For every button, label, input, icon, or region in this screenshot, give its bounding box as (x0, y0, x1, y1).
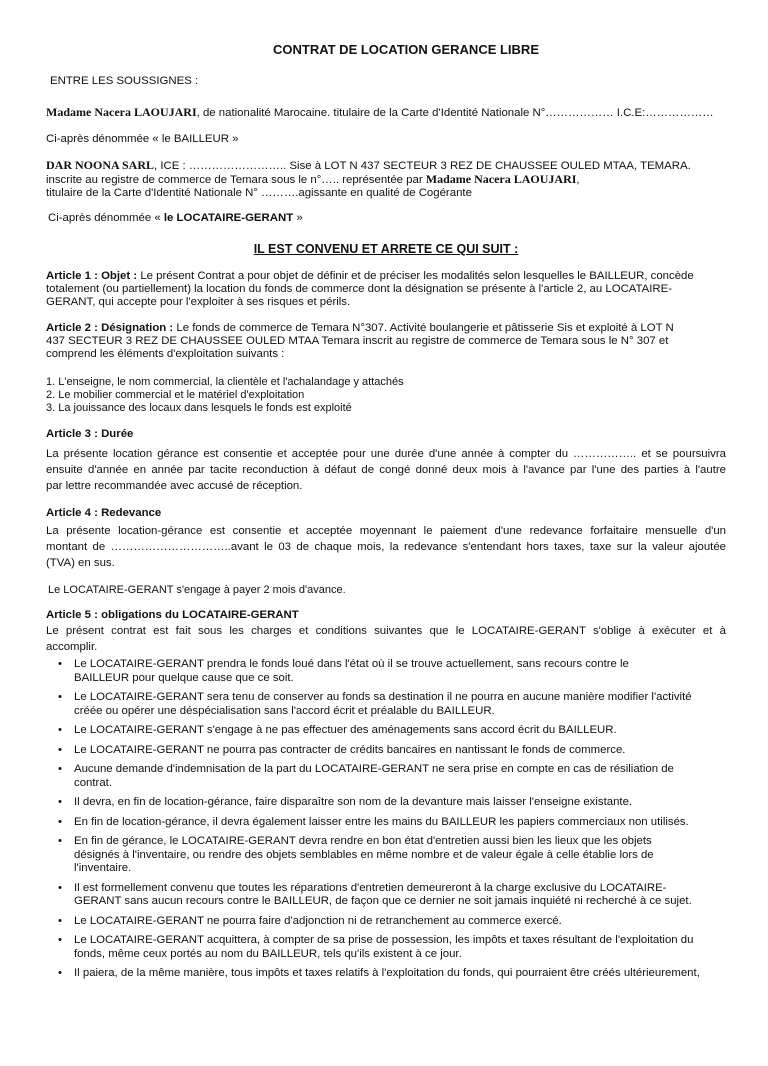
list-item: • Il paiera, de la même manière, tous impôts et taxes relatifs à l'exploitation du fonds, qui pourraient être créés ultérieurement, (46, 967, 726, 981)
list-item: • Le LOCATAIRE-GERANT sera tenu de conserver au fonds sa destination il ne pourra en aucune manière modifier l'activité créée ou opérer une déspécialisation sans l'accord écrit et préalable du BAILLEUR. (46, 691, 726, 718)
article-4-heading: Article 4 : Redevance (46, 507, 162, 519)
article-5-body: Le présent contrat est fait sous les charges et conditions suivantes que le LOCATAIRE-GERANT s'oblige à exécuter et à accomplir. (46, 625, 726, 653)
locataire-line: inscrite au registre de commerce de Temara sous le n°….. représentée par Madame Nacera LAOUJARI, (46, 172, 580, 186)
list-item: • En fin de gérance, le LOCATAIRE-GERANT devra rendre en bon état d'entretien aussi bien les lieux que les objets désignés à l'inventaire, ou rendre des objets semblables en même nombre et de valeur égale à celle établie lors de l'inventaire. (46, 835, 726, 876)
list-item: • Le LOCATAIRE-GERANT acquittera, à compter de sa prise de possession, les impôts et taxes résultant de l'exploitation du fonds, même ceux portés au nom du BAILLEUR, tels qu'ils existent à ce jour. (46, 934, 726, 961)
locataire-paragraph (46, 159, 768, 200)
bailleur-name: Madame Nacera LAOUJARI (46, 105, 197, 119)
bailleur-designation: Ci-après dénommée « le BAILLEUR » (46, 133, 239, 145)
representative-name: Madame Nacera LAOUJARI (425, 172, 577, 186)
document-page (0, 42, 768, 1066)
contract-title: CONTRAT DE LOCATION GERANCE LIBRE (272, 42, 539, 57)
list-item: • Le LOCATAIRE-GERANT ne pourra pas contracter de crédits bancaires en nantissant le fonds de commerce. (46, 744, 726, 758)
article-3-heading: Article 3 : Durée (46, 428, 134, 440)
locataire-line: DAR NOONA SARL, ICE : …………………….. Sise à LOT N 437 SECTEUR 3 REZ DE CHAUSSEE OULED MTAA, TEMARA. (46, 158, 691, 172)
list-item: 2. Le mobilier commercial et le matériel d'exploitation (46, 389, 305, 401)
list-item: • Le LOCATAIRE-GERANT ne pourra faire d'adjonction ni de retranchement au commerce exercé. (46, 915, 726, 929)
list-item: • Il est formellement convenu que toutes les réparations d'entretien demeureront à la charge exclusive du LOCATAIRE- GERANT sans aucun recours contre le BAILLEUR, de façon que ce dernier ne soit jamais inquiété ni recherché à ce sujet. (46, 882, 726, 909)
article-4-body: La présente location-gérance est consentie et acceptée moyennant le paiement d'une redevance forfaitaire mensuelle d'un montant de …………………………..avant le 03 de chaque mois, la redevance s'entendant hors taxes, taxe sur la valeur ajoutée (TVA) en sus. (46, 525, 726, 569)
list-item: 1. L'enseigne, le nom commercial, la clientèle et l'achalandage y attachés (46, 376, 404, 388)
article-5-heading: Article 5 : obligations du LOCATAIRE-GERANT (46, 609, 299, 621)
list-item: • Le LOCATAIRE-GERANT s'engage à ne pas effectuer des aménagements sans accord écrit du BAILLEUR. (46, 724, 726, 738)
article-heading: Article 1 : Objet : (46, 270, 138, 282)
list-item: 3. La jouissance des locaux dans lesquels le fonds est exploité (46, 402, 352, 414)
article-2: Article 2 : Désignation : Le fonds de commerce de Temara N°307. Activité boulangerie et pâtisserie Sis et exploité à LOT N 437 SECTEUR 3 REZ DE CHAUSSEE OULED MTAA Temara inscrit au registre de commerce de Temara sous le N° 307 et comprend les éléments d'exploitation suivants : (46, 322, 674, 360)
locataire-line: titulaire de la Carte d'Identité Nationale N° ……….agissante en qualité de Cogérante (46, 187, 472, 199)
locataire-name: DAR NOONA SARL (46, 158, 155, 172)
list-item: • Aucune demande d'indemnisation de la part du LOCATAIRE-GERANT ne sera prise en compte en cas de résiliation de contrat. (46, 763, 726, 790)
bailleur-text: , de nationalité Marocaine. titulaire de la Carte d'Identité Nationale N°……………… I.C.E:……………… (196, 107, 714, 119)
list-item: • Il devra, en fin de location-gérance, faire disparaître son nom de la devanture mais laisser l'enseigne existante. (46, 796, 726, 810)
bailleur-paragraph (46, 106, 768, 120)
locataire-designation: Ci-après dénommée « le LOCATAIRE-GERANT » (48, 212, 303, 224)
article-heading: Article 2 : Désignation : (46, 322, 174, 334)
elements-list (46, 376, 768, 415)
article-3-body: La présente location gérance est consentie et acceptée pour une durée d'une année à compter du …………….. et se poursuivra ensuite d'année en année par tacite reconduction à défaut de congé donné deux mois à l'avance par l'une des parties à l'autre par lettre recommandée avec accusé de réception. (46, 448, 726, 492)
list-item: • En fin de location-gérance, il devra également laisser entre les mains du BAILLEUR les papiers commerciaux non utilisés. (46, 816, 726, 830)
parties-intro: ENTRE LES SOUSSIGNES : (50, 75, 199, 87)
list-item: • Le LOCATAIRE-GERANT prendra le fonds loué dans l'état où il se trouve actuellement, sans recours contre le BAILLEUR pour quelque cause que ce soit. (46, 658, 726, 685)
obligations-list (46, 658, 726, 981)
section-heading: IL EST CONVENU ET ARRETE CE QUI SUIT : (253, 242, 519, 256)
advance-payment: Le LOCATAIRE-GERANT s'engage à payer 2 mois d'avance. (48, 584, 346, 596)
article-1: Article 1 : Objet : Le présent Contrat a pour objet de définir et de préciser les modalités selon lesquelles le BAILLEUR, concède totalement (ou partiellement) la location du fonds de commerce dont la désignation se présente à l'article 2, au LOCATAIRE- GERANT, qui accepte pour l'exploiter à ses risques et périls. (46, 270, 694, 308)
